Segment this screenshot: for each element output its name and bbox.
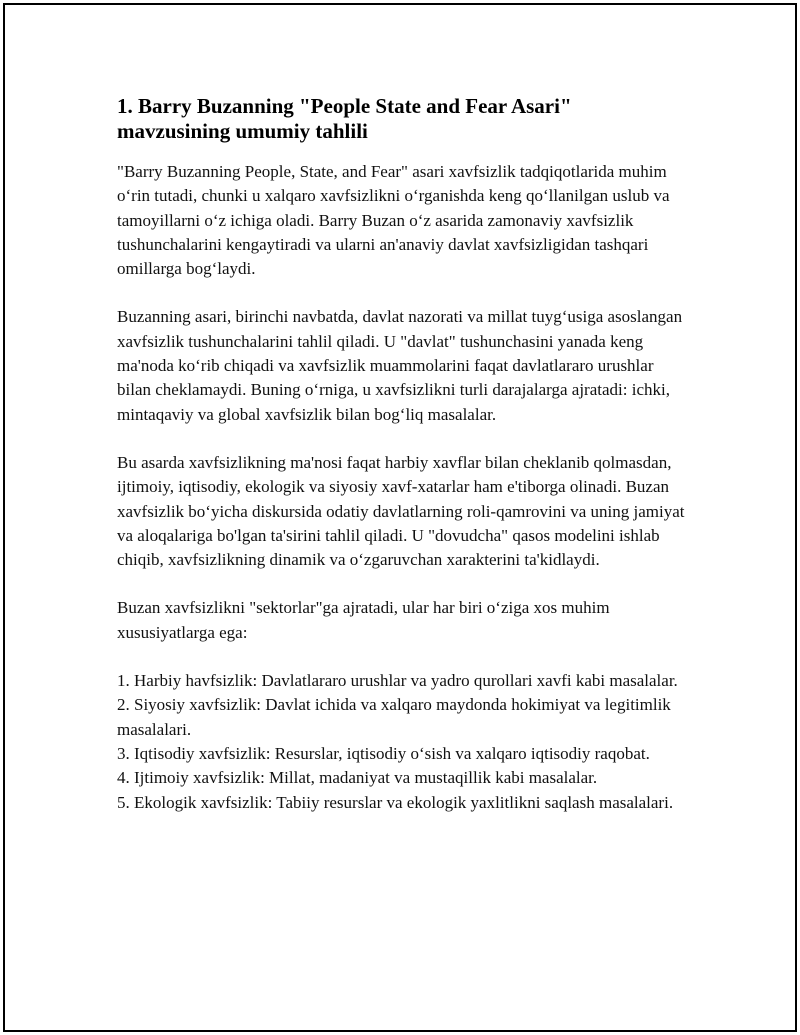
- paragraph-spacer: [117, 572, 689, 596]
- paragraph-spacer: [117, 645, 689, 669]
- section-heading: 1. Barry Buzanning "People State and Fear Asari" mavzusining umumiy tahlili: [117, 94, 572, 143]
- paragraph-spacer: [117, 281, 689, 305]
- sector-list: [117, 669, 689, 815]
- list-item-social: 4. Ijtimoiy xavfsizlik: Millat, madaniyat va mustaqillik kabi masalalar.: [117, 768, 598, 788]
- paragraph-spacer: [117, 427, 689, 451]
- list-item-political: 2. Siyosiy xavfsizlik: Davlat ichida va xalqaro maydonda hokimiyat va legitimlik masalalari.: [117, 695, 671, 739]
- paragraph-intro: "Barry Buzanning People, State, and Fear" asari xavfsizlik tadqiqotlarida muhim o‘rin tutadi, chunki u xalqaro xavfsizlikni o‘rganishda keng qo‘llanilgan uslub va tamoyillarni o‘z ichiga oladi. Barry Buzan o‘z asarida zamonaviy xavfsizlik tushunchalarini kengaytiradi va ularni an'anaviy davlat xavfsizligidan tashqari omillarga bog‘laydi.: [117, 162, 670, 279]
- list-item-military: 1. Harbiy havfsizlik: Davlatlararo urushlar va yadro qurollari xavfi kabi masalalar.: [117, 671, 678, 691]
- paragraph-state-concept: Buzanning asari, birinchi navbatda, davlat nazorati va millat tuyg‘usiga asoslangan xavfsizlik tushunchalarini tahlil qiladi. U "davlat" tushunchasini yanada keng ma'noda ko‘rib chiqadi va xavfsizlik muammolarini faqat davlatlararo urushlar bilan cheklamaydi. Buning o‘rniga, u xavfsizlikni turli darajalarga ajratadi: ichki, mintaqaviy va global xavfsizlik bilan bog‘liq masalalar.: [117, 307, 683, 424]
- document-body: [117, 94, 689, 815]
- paragraph-sectors-intro: Buzan xavfsizlikni "sektorlar"ga ajratadi, ular har biri o‘ziga xos muhim xususiyatlarga ega:: [117, 598, 610, 642]
- list-item-ecological: 5. Ekologik xavfsizlik: Tabiiy resurslar va ekologik yaxlitlikni saqlash masalalari.: [117, 792, 674, 812]
- paragraph-security-meaning: Bu asarda xavfsizlikning ma'nosi faqat harbiy xavflar bilan cheklanib qolmasdan, ijtimoiy, iqtisodiy, ekologik va siyosiy xavf-xatarlar ham e'tiborga olinadi. Buzan xavfsizlik bo‘yicha diskursida odatiy davlatlarning roli-qamrovini va uning jamiyat va aloqalariga bo'lgan ta'sirini tahlil qiladi. U "dovudcha" qasos modelini ishlab chiqib, xavfsizlikning dinamik va o‘zgaruvchan xarakterini ta'kidlaydi.: [117, 452, 685, 570]
- list-item-economic: 3. Iqtisodiy xavfsizlik: Resurslar, iqtisodiy o‘sish va xalqaro iqtisodiy raqobat.: [117, 743, 650, 763]
